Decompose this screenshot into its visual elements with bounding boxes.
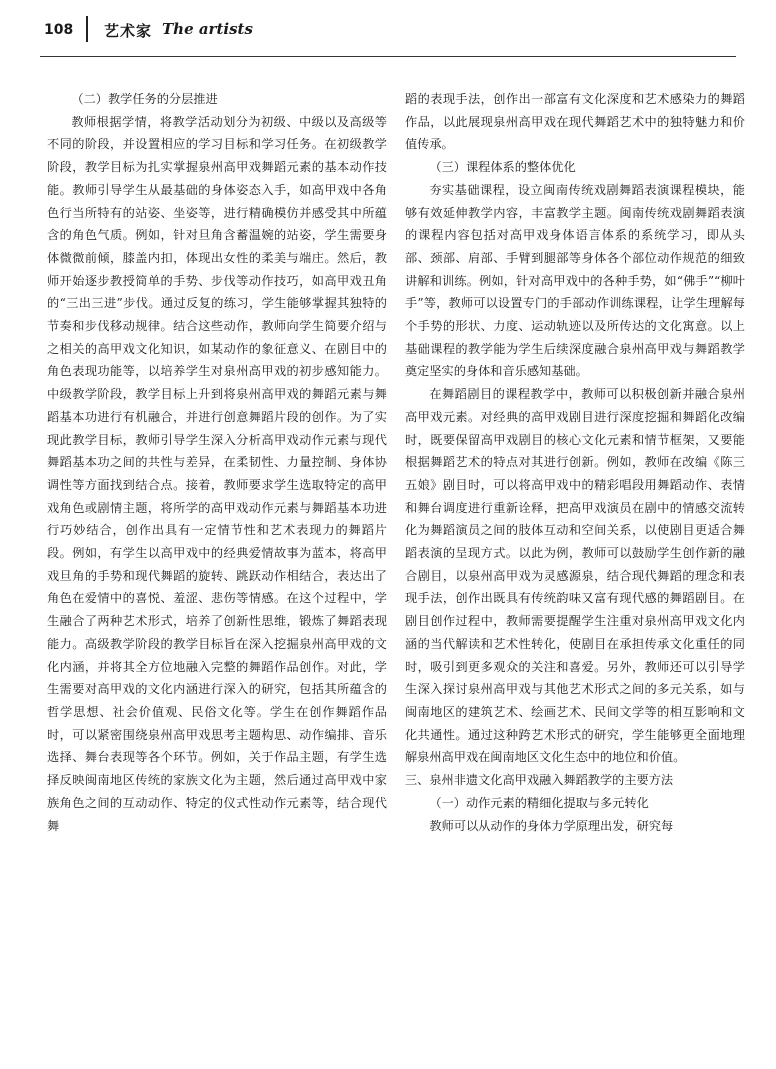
body-paragraph: 教师可以从动作的身体力学原理出发，研究每 — [429, 818, 674, 833]
left-column — [47, 88, 387, 1043]
right-column — [405, 88, 745, 1043]
body-paragraph: 在舞蹈剧目的课程教学中，教师可以积极创新并融合泉州高甲戏元素。对经典的高甲戏剧目进行深度挖掘和舞蹈化改编时，既要保留高甲戏剧目的核心文化元素和情节框架，又要能根据舞蹈艺术的特点对其进行创新。例如，教师在改编《陈三五娘》剧目时，可以将高甲戏中的精彩唱段用舞蹈动作、表情和舞台调度进行重新诠释，把高甲戏演员在剧中的情感交流转化为舞蹈演员之间的肢体互动和空间关系，以使剧目更适合舞蹈表演的呈现方式。以此为例，教师可以鼓励学生创作新的融合剧目，以泉州高甲戏为灵感源泉，结合现代舞蹈的理念和表现手法，创作出既具有传统韵味又富有现代感的舞蹈剧目。在剧目创作过程中，教师需要提醒学生注重对泉州高甲戏文化内涵的当代解读和艺术性转化，使剧目在承担传承文化重任的同时，吸引到更多观众的关注和喜爱。另外，教师还可以引导学生深入探讨泉州高甲戏与其他艺术形式之间的多元关系，如与闽南地区的建筑艺术、绘画艺术、民间文学等的相互影响和文化共通性。通过这种跨艺术形式的研究，学生能够更全面地理解泉州高甲戏在闽南地区文化生态中的地位和价值。 — [405, 387, 745, 765]
continued-paragraph: 蹈的表现手法，创作出一部富有文化深度和艺术感染力的舞蹈作品，以此展现泉州高甲戏在现代舞蹈艺术中的独特魅力和价值传承。 — [405, 92, 745, 152]
section-heading-3: （三）课程体系的整体优化 — [429, 160, 576, 175]
major-section-heading: 三、泉州非遗文化高甲戏融入舞蹈教学的主要方法 — [405, 773, 674, 788]
sub-section-heading: （一）动作元素的精细化提取与多元转化 — [429, 795, 649, 810]
header-divider — [86, 16, 88, 42]
body-paragraph: 夯实基础课程，设立闽南传统戏剧舞蹈表演课程模块，能够有效延伸教学内容，丰富教学主题。闽南传统戏剧舞蹈表演的课程内容包括对高甲戏身体语言体系的系统学习，即从头部、颈部、肩部、手臂到腿部等身体各个部位动作规范的细致讲解和训练。例如，针对高甲戏中的各种手势，如“佛手”“柳叶手”等，教师可以设置专门的手部动作训练课程，让学生理解每个手势的形状、力度、运动轨迹以及所传达的文化寓意。以上基础课程的教学能为学生后续深度融合泉州高甲戏与舞蹈教学奠定坚实的身体和音乐感知基础。 — [405, 182, 745, 379]
body-paragraph: 教师根据学情，将教学活动划分为初级、中级以及高级等不同的阶段，并设置相应的学习目标和学习任务。在初级教学阶段，教学目标为扎实掌握泉州高甲戏舞蹈元素的基本动作技能。教师引导学生从最基础的身体姿态入手，如高甲戏中各角色行当所特有的站姿、坐姿等，进行精确模仿并感受其中所蕴含的角色气质。例如，针对旦角含蓄温婉的站姿，学生需要身体微微前倾，膝盖内扣，体现出女性的柔美与端庄。然后，教师开始逐步教授简单的手势、步伐等动作技巧，如高甲戏丑角的“三出三进”步伐。通过反复的练习，学生能够掌握其独特的节奏和步伐移动规律。结合这些动作，教师向学生简要介绍与之相关的高甲戏文化知识，如某动作的象征意义、在剧目中的角色表现功能等，以培养学生对泉州高甲戏的初步感知能力。中级教学阶段，教学目标上升到将泉州高甲戏的舞蹈元素与舞蹈基本功进行有机融合，并进行创意舞蹈片段的创作。为了实现此教学目标，教师引导学生深入分析高甲戏动作元素与现代舞蹈基本功之间的共性与差异，在柔韧性、力量控制、身体协调性等方面找到结合点。接着，教师要求学生选取特定的高甲戏角色或剧情主题，将所学的高甲戏动作元素与舞蹈基本功进行巧妙结合，创作出具有一定情节性和艺术表现力的舞蹈片段。例如，有学生以高甲戏中的经典爱情故事为蓝本，将高甲戏旦角的手势和现代舞蹈的旋转、跳跃动作相结合，表达出了角色在爱情中的喜悦、羞涩、悲伤等情感。在这个过程中，学生融合了两种艺术形式，培养了创新性思维，锻炼了舞蹈表现能力。高级教学阶段的教学目标旨在深入挖掘泉州高甲戏的文化内涵，并将其全方位地融入完整的舞蹈作品创作。对此，学生需要对高甲戏的文化内涵进行深入的研究，包括其所蕴含的哲学思想、社会价值观、民俗文化等。学生在创作舞蹈作品时，可以紧密围绕泉州高甲戏思考主题构思、动作编排、音乐选择、舞台表现等各个环节。例如，关于作品主题，有学生选择反映闽南地区传统的家族文化为主题，然后通过高甲戏中家族角色之间的互动动作、特定的仪式性动作元素等，结合现代舞 — [47, 114, 387, 833]
magazine-title: 艺术家 — [104, 22, 153, 40]
section-heading-2: （二）教学任务的分层推进 — [71, 92, 218, 106]
header-rule — [40, 56, 736, 57]
page-header — [0, 0, 776, 62]
page-number: 108 — [44, 22, 74, 38]
magazine-title-en: The artists — [162, 20, 253, 38]
